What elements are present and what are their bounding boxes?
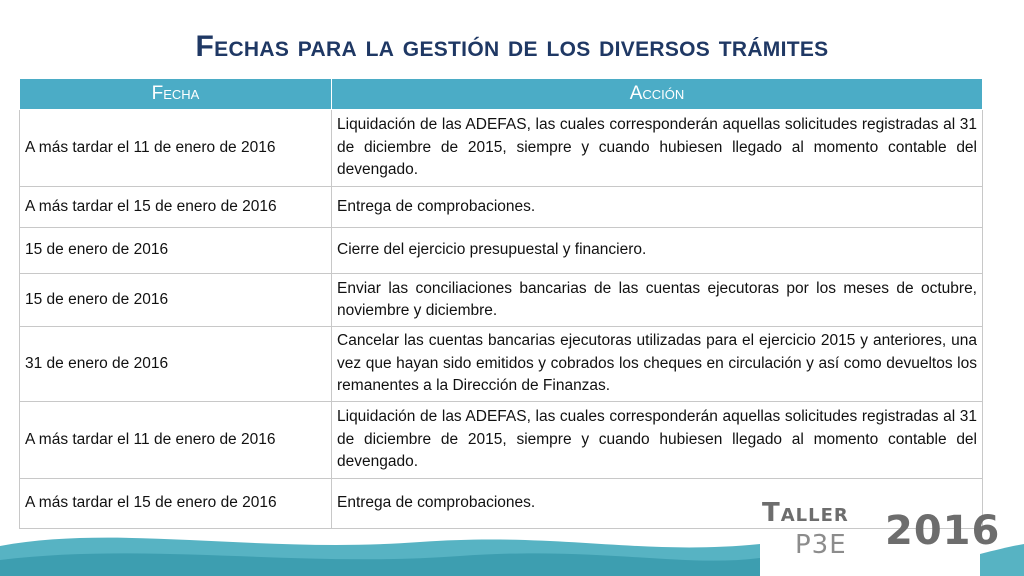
table-row: [20, 327, 983, 402]
table-header-row: [20, 79, 983, 110]
logo-p3e-text: P3E: [795, 530, 847, 560]
logo-taller-text: Taller: [762, 498, 849, 528]
header-accion: Acción: [332, 79, 983, 110]
cell-accion: Cierre del ejercicio presupuestal y financiero.: [332, 228, 983, 274]
cell-fecha: A más tardar el 15 de enero de 2016: [20, 479, 332, 529]
table-row: [20, 402, 983, 479]
cell-fecha: A más tardar el 11 de enero de 2016: [20, 110, 332, 187]
table-row: [20, 274, 983, 327]
cell-accion: Enviar las conciliaciones bancarias de las cuentas ejecutoras por los meses de octubre, noviembre y diciembre.: [332, 274, 983, 327]
cell-accion: Liquidación de las ADEFAS, las cuales corresponderán aquellas solicitudes registradas al 31 de diciembre de 2015, siempre y cuando hubiesen llegado al momento contable del devengado.: [332, 110, 983, 187]
cell-fecha: 15 de enero de 2016: [20, 228, 332, 274]
table-row: [20, 110, 983, 187]
cell-fecha: 31 de enero de 2016: [20, 327, 332, 402]
page-title: Fechas para la gestión de los diversos trámites: [195, 30, 829, 63]
cell-accion: Liquidación de las ADEFAS, las cuales corresponderán aquellas solicitudes registradas al 31 de diciembre de 2015, siempre y cuando hubiesen llegado al momento contable del devengado.: [332, 402, 983, 479]
table-row: [20, 228, 983, 274]
header-fecha: Fecha: [20, 79, 332, 110]
cell-accion: Entrega de comprobaciones.: [332, 187, 983, 228]
wave-decoration: [0, 494, 1024, 576]
cell-accion: Entrega de comprobaciones.: [332, 479, 983, 529]
schedule-table: [19, 78, 983, 529]
cell-fecha: A más tardar el 15 de enero de 2016: [20, 187, 332, 228]
table-row: [20, 187, 983, 228]
footer-logo: [0, 494, 1024, 576]
cell-accion: Cancelar las cuentas bancarias ejecutoras utilizadas para el ejercicio 2015 y anteriores, una vez que hayan sido emitidos y cobrados los cheques en circulación y así como devueltos los remanentes a la Dirección de Finanzas.: [332, 327, 983, 402]
cell-fecha: 15 de enero de 2016: [20, 274, 332, 327]
logo-year-text: 2016: [885, 508, 1001, 554]
cell-fecha: A más tardar el 11 de enero de 2016: [20, 402, 332, 479]
